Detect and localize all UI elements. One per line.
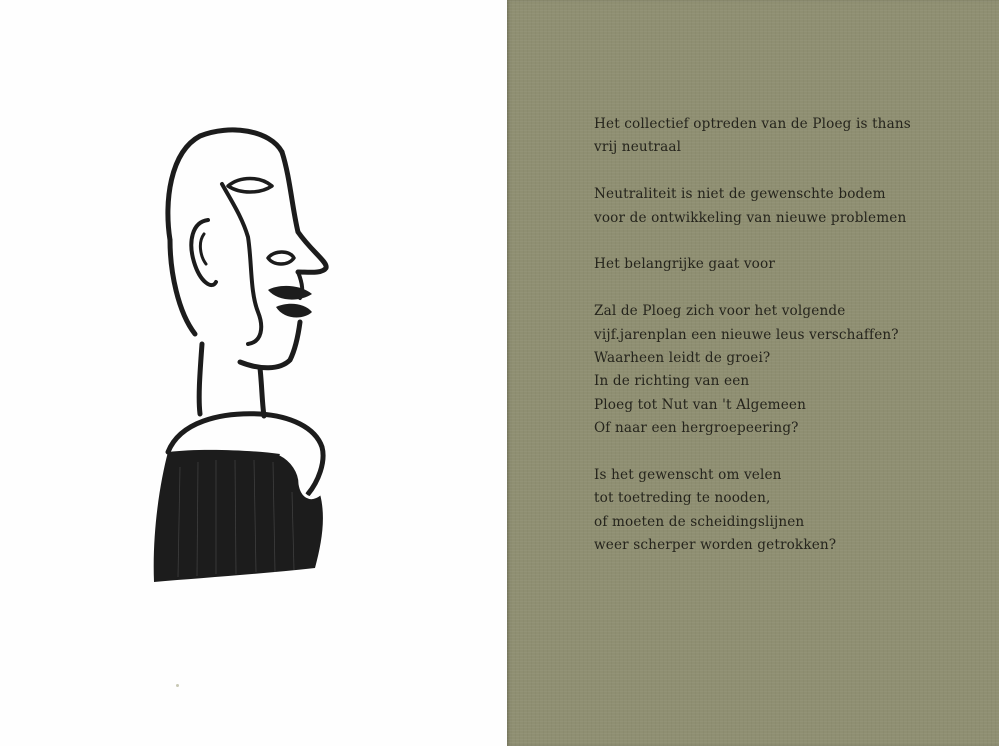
poem-line: Zal de Ploeg zich voor het volgende [594,303,846,320]
poem-line: Waarheen leidt de groei? [594,350,771,367]
poem-line: Ploeg tot Nut van 't Algemeen [594,396,806,413]
poem-text [594,113,911,558]
poem-stanza [594,183,911,230]
poem-line: vrij neutraal [594,139,682,156]
poem-line: Is het gewenscht om velen [594,467,782,484]
poem-stanza [594,464,911,558]
poem-line: of moeten de scheidingslijnen [594,513,805,530]
woodcut-portrait-profile-icon [140,122,340,592]
poem-line: Of naar een hergroepeering? [594,420,799,437]
poem-line: Het collectief optreden van de Ploeg is thans [594,116,911,132]
poem-stanza [594,253,911,276]
poem-stanza [594,300,911,440]
poem-stanza [594,113,911,160]
poem-line: tot toetreding te nooden, [594,490,771,507]
poem-line: Het belangrijke gaat voor [594,256,775,273]
poem-line: In de richting van een [594,373,750,390]
paper-speck [176,684,179,687]
poem-line: weer scherper worden getrokken? [594,537,837,554]
poem-line: voor de ontwikkeling van nieuwe problemen [594,209,907,226]
right-page [507,0,999,746]
poem-line: Neutraliteit is niet de gewenschte bodem [594,186,886,203]
poem-line: vijf.jarenplan een nieuwe leus verschaffen? [594,326,899,343]
